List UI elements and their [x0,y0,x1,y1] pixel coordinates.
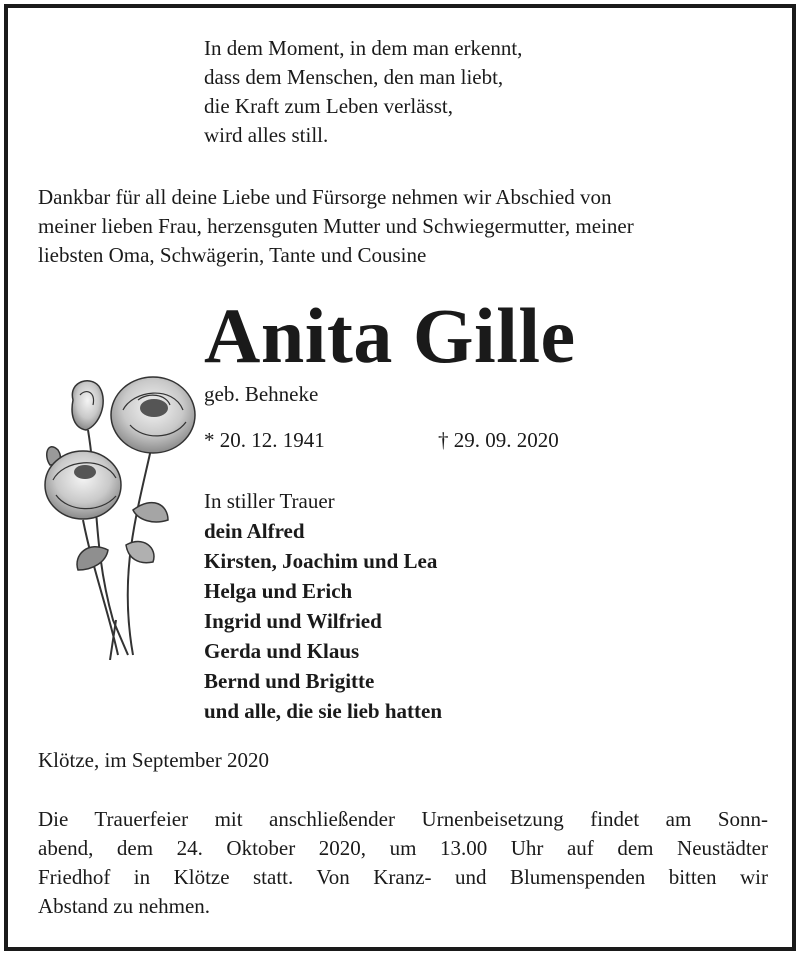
poem-line: die Kraft zum Leben verlässt, [204,94,453,118]
notice-line: abend, dem 24. Oktober 2020, um 13.00 Uhr auf dem Neustädter [38,836,768,860]
intro-line: liebsten Oma, Schwägerin, Tante und Cousine [38,243,427,267]
intro-text [38,183,768,270]
death-date: † 29. 09. 2020 [438,428,559,452]
mourner-name: Kirsten, Joachim und Lea [204,549,438,573]
birth-date: * 20. 12. 1941 [204,428,325,452]
intro-line: meiner lieben Frau, herzensguten Mutter und Schwiegermutter, meiner [38,214,634,238]
intro-line: Dankbar für all deine Liebe und Fürsorge nehmen wir Abschied von [38,185,612,209]
poem-verse [204,34,522,150]
mourner-name: Ingrid und Wilfried [204,609,382,633]
poem-line: wird alles still. [204,123,329,147]
mourners-intro: In stiller Trauer [204,489,335,513]
mourner-name: Bernd und Brigitte [204,669,375,693]
funeral-notice [38,805,768,921]
birth-name: geb. Behneke [204,382,319,406]
place-date: Klötze, im September 2020 [38,748,269,772]
poem-line: dass dem Menschen, den man liebt, [204,65,504,89]
notice-line: Die Trauerfeier mit anschließender Urnenbeisetzung findet am Sonn- [38,807,768,831]
mourner-name: dein Alfred [204,519,305,543]
notice-line: Abstand zu nehmen. [38,894,211,918]
deceased-name: Anita Gille [204,292,576,379]
mourners-block [204,486,442,726]
mourner-name: Gerda und Klaus [204,639,360,663]
mourner-name: Helga und Erich [204,579,353,603]
roses-illustration-icon [38,370,198,660]
obituary-frame [4,4,796,951]
mourner-name: und alle, die sie lieb hatten [204,699,443,723]
notice-line: Friedhof in Klötze statt. Von Kranz- und Blumenspenden bitten wir [38,865,768,889]
poem-line: In dem Moment, in dem man erkennt, [204,36,523,60]
